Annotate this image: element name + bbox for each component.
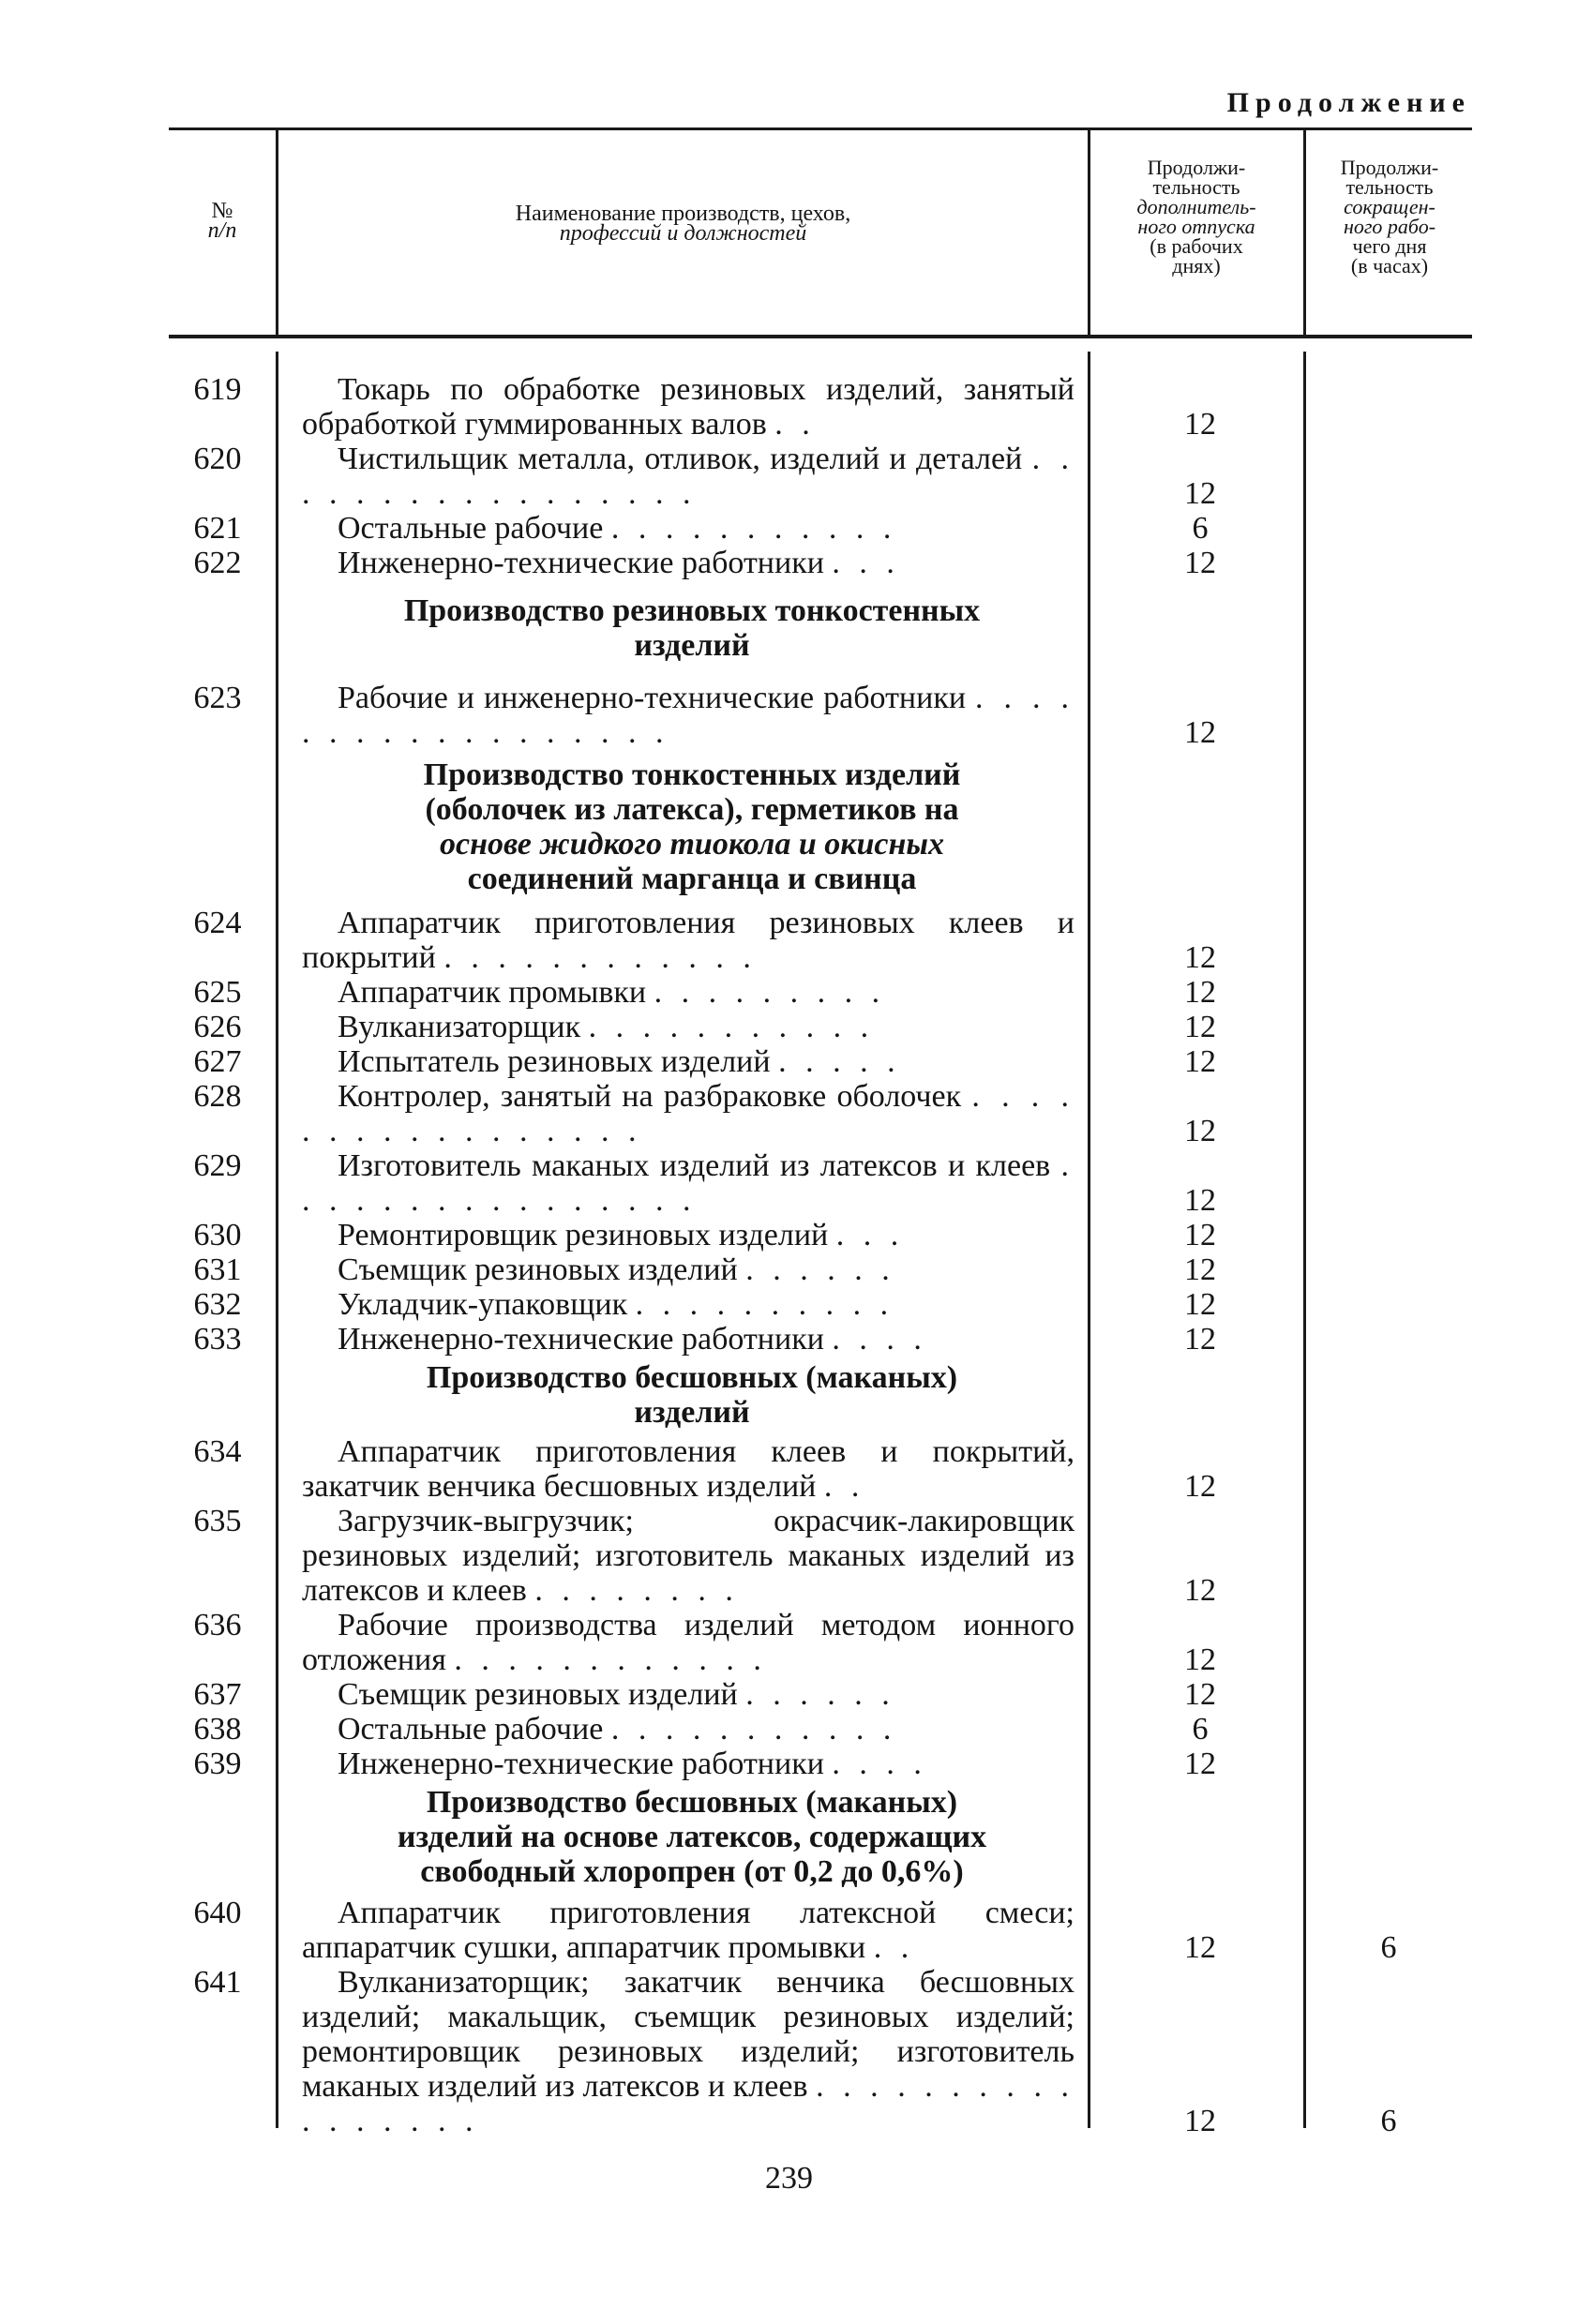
header-duration-line: (в рабочих: [1150, 234, 1243, 258]
row-days: 12: [1184, 1677, 1216, 1712]
row-number: 628: [193, 1079, 242, 1114]
row-name: Инженерно-технические работники . . . .: [338, 1322, 927, 1357]
section-heading-line: соединений марганца и свинца: [467, 862, 917, 896]
row-name: Инженерно-технические работники . . . .: [338, 1747, 927, 1781]
header-name: [278, 204, 1088, 244]
section-heading-line: Производство бесшовных (маканых): [426, 1360, 958, 1395]
row-number: 621: [193, 511, 242, 546]
row-name: Укладчик-упаковщик . . . . . . . . . .: [338, 1287, 894, 1322]
row-days: 12: [1184, 546, 1216, 580]
row-name: Токарь по обработке резиновых изделий, занятый обработкой гуммированных валов . .: [302, 372, 1075, 442]
row-name: Испытатель резиновых изделий . . . . .: [338, 1044, 901, 1079]
row-number: 637: [193, 1677, 242, 1712]
section-heading-line: основе жидкого тиокола и окисных: [440, 827, 944, 862]
row-number: 627: [193, 1044, 242, 1079]
row-name: Аппаратчик приготовления латексной смеси; аппаратчик сушки, аппаратчик промывки . .: [302, 1896, 1075, 1965]
section-heading-line: изделий на основе латексов, содержащих: [397, 1820, 987, 1854]
row-days: 12: [1184, 1044, 1216, 1079]
row-name: Аппаратчик приготовления резиновых клеев и покрытий . . . . . . . . . . . .: [302, 906, 1075, 975]
section-heading: [298, 1785, 1086, 1889]
header-shortened-line: Продолжи-: [1340, 156, 1439, 179]
row-days: 12: [1184, 975, 1216, 1010]
row-number: 622: [193, 546, 242, 580]
row-name: Остальные рабочие . . . . . . . . . . .: [338, 1712, 897, 1747]
row-name: Аппаратчик промывки . . . . . . . . .: [338, 975, 886, 1010]
row-days: 12: [1184, 1218, 1216, 1252]
header-duration: [1092, 157, 1300, 276]
row-number: 631: [193, 1252, 242, 1287]
row-number: 639: [193, 1747, 242, 1781]
header-duration-line: Продолжи-: [1147, 156, 1246, 179]
header-num-symbol: №: [211, 199, 233, 223]
row-number: 630: [193, 1218, 242, 1252]
header-name-line1: Наименование производств, цехов,: [515, 202, 851, 226]
row-name: Инженерно-технические работники . . .: [338, 546, 900, 580]
row-name: Рабочие и инженерно-технические работники . . . . . . . . . . . . . . . . . .: [302, 681, 1075, 750]
header-shortened-line: тельность: [1345, 175, 1434, 199]
row-days: 12: [1184, 476, 1216, 511]
column-divider: [1303, 130, 1306, 335]
row-name: Чистильщик металла, отливок, изделий и деталей . . . . . . . . . . . . . . . . .: [302, 442, 1075, 511]
row-number: 619: [193, 372, 242, 407]
section-heading-line: изделий: [634, 1395, 750, 1430]
row-number: 620: [193, 442, 242, 476]
row-name: Вулканизаторщик; закатчик венчика бесшовных изделий; макальщик, съемщик резиновых изделий; ремонтировщик резиновых изделий; изготовитель маканых изделий из латексов и клеев . . . . . . . . . . . . . . . . .: [302, 1965, 1075, 2138]
row-number: 640: [193, 1896, 242, 1930]
row-number: 634: [193, 1434, 242, 1469]
header-shortened-line: чего дня: [1352, 234, 1427, 258]
row-name: Рабочие производства изделий методом ионного отложения . . . . . . . . . . . .: [302, 1608, 1075, 1677]
row-days: 12: [1184, 1747, 1216, 1781]
row-number: 632: [193, 1287, 242, 1322]
row-number: 641: [193, 1965, 242, 2000]
header-duration-line: дополнитель-: [1136, 195, 1256, 218]
row-days: 12: [1184, 407, 1216, 442]
row-days: 12: [1184, 1114, 1216, 1148]
section-heading: [298, 757, 1086, 896]
row-days: 12: [1184, 1252, 1216, 1287]
row-name: Остальные рабочие . . . . . . . . . . .: [338, 511, 897, 546]
row-hours: 6: [1380, 2104, 1397, 2138]
header-bottom-rule: [169, 335, 1472, 338]
header-num: [169, 199, 276, 243]
row-days: 12: [1184, 1183, 1216, 1218]
row-number: 638: [193, 1712, 242, 1747]
row-number: 629: [193, 1148, 242, 1183]
row-hours: 6: [1380, 1930, 1397, 1965]
header-duration-line: днях): [1172, 254, 1221, 277]
header-shortened-line: сокращен-: [1344, 195, 1435, 218]
row-days: 6: [1192, 511, 1209, 546]
column-divider: [1088, 130, 1090, 335]
row-name: Съемщик резиновых изделий . . . . . .: [338, 1252, 895, 1287]
section-heading-line: изделий: [634, 628, 750, 663]
header-duration-line: ного отпуска: [1137, 215, 1255, 238]
row-days: 12: [1184, 1322, 1216, 1357]
row-name: Съемщик резиновых изделий . . . . . .: [338, 1677, 895, 1712]
column-divider: [1088, 352, 1090, 2128]
header-name-line2: профессий и должностей: [559, 221, 807, 246]
header-shortened-line: ного рабо-: [1343, 215, 1436, 238]
continuation-label: Продолжение: [1226, 87, 1471, 118]
row-number: 623: [193, 681, 242, 715]
row-days: 12: [1184, 1573, 1216, 1608]
row-number: 626: [193, 1010, 242, 1044]
row-days: 12: [1184, 1287, 1216, 1322]
row-number: 625: [193, 975, 242, 1010]
row-days: 12: [1184, 940, 1216, 975]
row-days: 12: [1184, 1930, 1216, 1965]
header-shortened: [1307, 157, 1472, 276]
row-name: Аппаратчик приготовления клеев и покрытий, закатчик венчика бесшовных изделий . .: [302, 1434, 1075, 1504]
section-heading: [298, 1360, 1086, 1430]
row-days: 12: [1184, 1469, 1216, 1504]
row-days: 12: [1184, 1642, 1216, 1677]
column-divider: [276, 352, 278, 2128]
header-duration-line: тельность: [1152, 175, 1240, 199]
page-number: 239: [765, 2161, 813, 2196]
table-top-rule: [169, 127, 1472, 130]
row-number: 635: [193, 1504, 242, 1538]
section-heading: [298, 593, 1086, 663]
row-name: Вулканизаторщик . . . . . . . . . . .: [338, 1010, 875, 1044]
section-heading-line: Производство тонкостенных изделий: [423, 757, 961, 792]
row-name: Загрузчик-выгрузчик; окрасчик-лакировщик резиновых изделий; изготовитель маканых изделий из латексов и клеев . . . . . . . .: [302, 1504, 1075, 1608]
section-heading-line: (оболочек из латекса), герметиков на: [425, 792, 959, 827]
row-name: Контролер, занятый на разбраковке оболочек . . . . . . . . . . . . . . . . .: [302, 1079, 1075, 1148]
row-name: Изготовитель маканых изделий из латексов и клеев . . . . . . . . . . . . . . . .: [302, 1148, 1075, 1218]
section-heading-line: Производство бесшовных (маканых): [426, 1785, 958, 1820]
row-number: 624: [193, 906, 242, 940]
section-heading-line: свободный хлоропрен (от 0,2 до 0,6%): [420, 1854, 964, 1889]
row-days: 12: [1184, 1010, 1216, 1044]
section-heading-line: Производство резиновых тонкостенных: [403, 593, 981, 628]
row-days: 6: [1192, 1712, 1209, 1747]
row-number: 636: [193, 1608, 242, 1642]
column-divider: [1303, 352, 1306, 2128]
row-days: 12: [1184, 2104, 1216, 2138]
row-number: 633: [193, 1322, 242, 1357]
row-days: 12: [1184, 715, 1216, 750]
row-name: Ремонтировщик резиновых изделий . . .: [338, 1218, 905, 1252]
header-num-abbrev: п/п: [207, 218, 237, 243]
header-shortened-line: (в часах): [1350, 254, 1429, 277]
